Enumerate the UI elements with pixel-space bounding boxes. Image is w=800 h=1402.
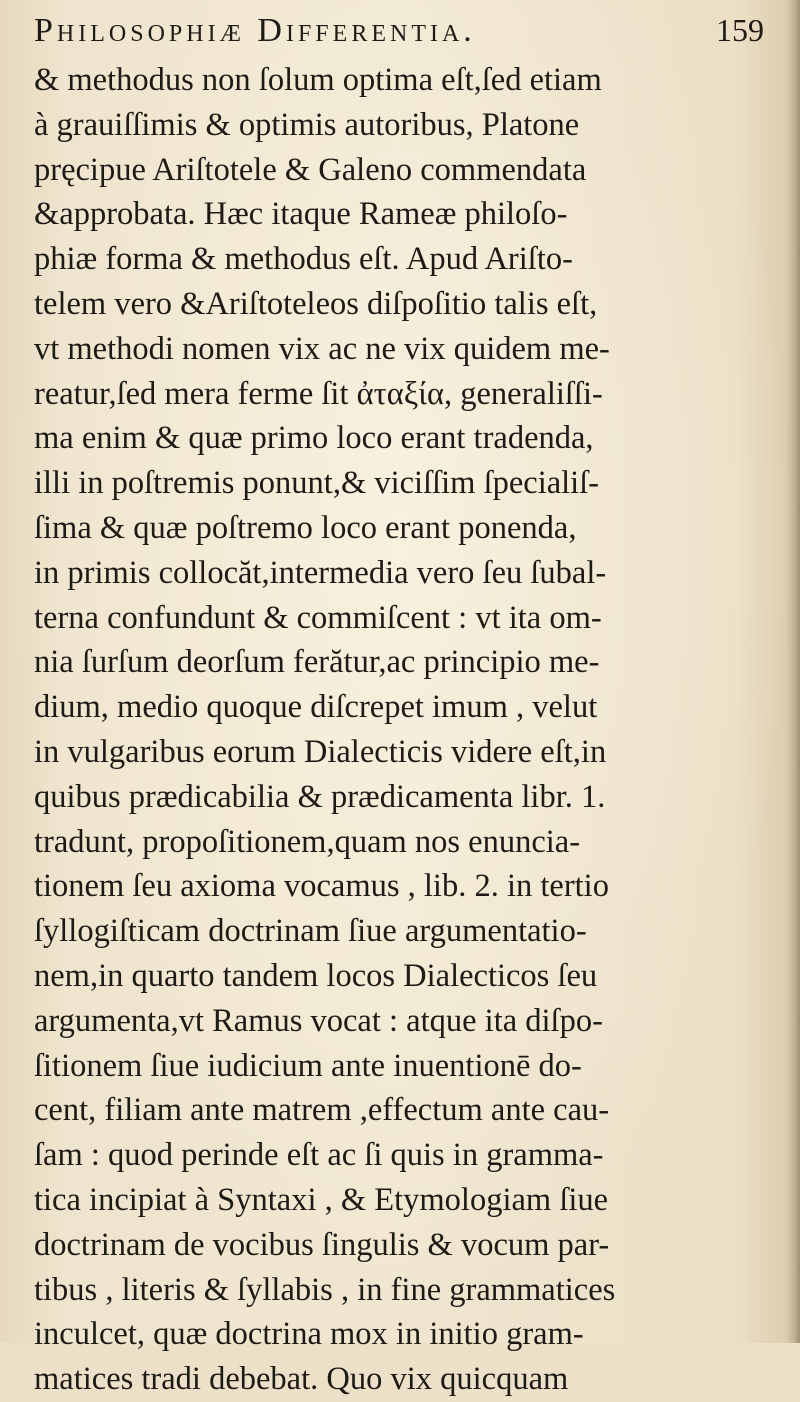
text-line: telem vero &Ariſtoteleos diſpoſitio talis eſt, [34,285,598,322]
text-line: dium, medio quoque diſcrepet imum , velut [34,689,598,726]
text-line: ſitionem ſiue iudicium ante inuentionē do- [34,1047,582,1084]
page-header [34,8,764,60]
text-line: phiæ forma & methodus eſt. Apud Ariſto- [34,241,573,278]
text-line: in primis collocăt,intermedia vero ſeu ſubal- [34,554,607,591]
text-line: pręcipue Ariſtotele & Galeno commendata [34,151,587,188]
text-line: tionem ſeu axioma vocamus , lib. 2. in tertio [34,868,609,905]
text-line: ſam : quod perinde eſt ac ſi quis in gramma- [34,1137,604,1174]
text-line: &approbata. Hæc itaque Rameæ philoſo- [34,196,568,233]
text-line: terna confundunt & commiſcent : vt ita om- [34,599,602,636]
text-line: cent, filiam ante matrem ,effectum ante cau- [34,1092,610,1129]
text-line: doctrinam de vocibus ſingulis & vocum par- [34,1226,610,1263]
text-line: nem,in quarto tandem locos Dialecticos ſeu [34,957,598,994]
text-line: illi in poſtremis ponunt,& viciſſim ſpecialiſ- [34,465,600,502]
text-line: tica incipiat à Syntaxi , & Etymologiam ſiue [34,1181,609,1218]
running-title: Philosophiæ Differentia. [34,12,476,49]
text-line: tradunt, propoſitionem,quam nos enuncia- [34,823,581,860]
body-text [34,58,774,1402]
text-line: reatur,ſed mera ferme ſit ἀταξία, generaliſſi- [34,375,603,412]
text-line: in vulgaribus eorum Dialecticis videre eſt,in [34,733,607,770]
text-line: à grauiſſimis & optimis autoribus, Platone [34,106,580,143]
text-line: argumenta,vt Ramus vocat : atque ita diſpo- [34,1002,603,1039]
text-line: ma enim & quæ primo loco erant tradenda, [34,420,594,457]
text-line: & methodus non ſolum optima eſt,ſed etiam [34,62,602,98]
page-edge-shadow [786,0,800,1343]
text-line: matices tradi debebat. Quo vix quicquam [34,1361,569,1398]
text-line: ſyllogiſticam doctrinam ſiue argumentatio- [34,913,587,950]
text-line: vt methodi nomen vix ac ne vix quidem me- [34,330,610,367]
text-line: quibus prædicabilia & prædicamenta libr. 1. [34,778,606,815]
text-line: nia ſurſum deorſum ferătur,ac principio me- [34,644,600,681]
text-line: tibus , literis & ſyllabis , in fine grammatices [34,1271,616,1308]
text-line: inculcet, quæ doctrina mox in initio gram- [34,1316,584,1353]
text-line: ſima & quæ poſtremo loco erant ponenda, [34,509,577,546]
page-number: 159 [716,12,764,48]
